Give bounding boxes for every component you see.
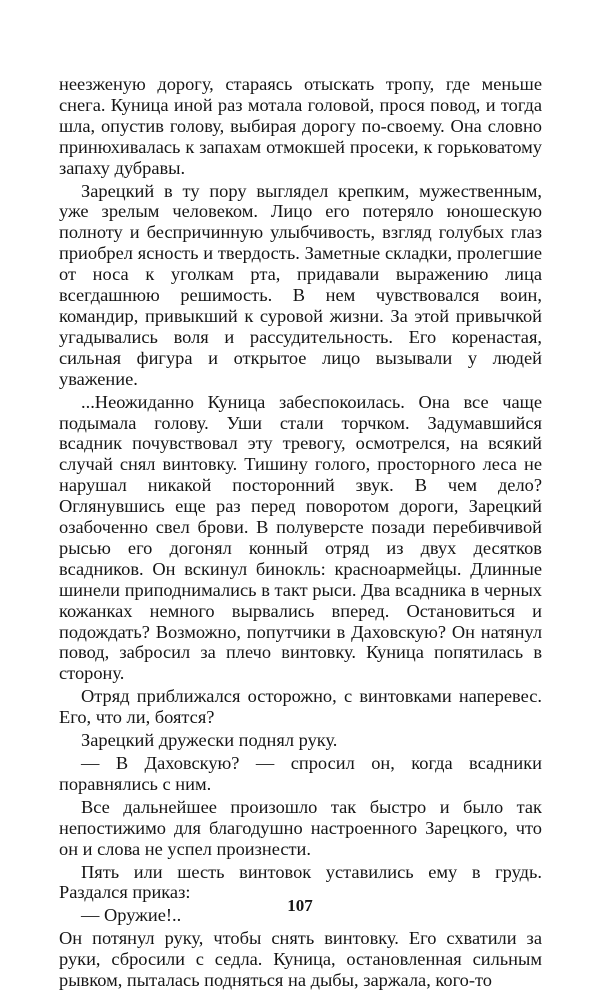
paragraph-4: Отряд приближался осторожно, с винтовками наперевес. Его, что ли, боятся? xyxy=(59,686,542,728)
paragraph-6: — В Даховскую? — спросил он, когда всадники поравнялись с ним. xyxy=(59,753,542,794)
paragraph-10: Он потянул руку, чтобы снять винтовку. Его схватили за руки, сбросили с седла. Куница, остановленная сильным рывком, пыталась подняться на дыбы, заржала, кого-то xyxy=(59,928,542,991)
paragraph-1: неезженую дорогу, стараясь отыскать тропу, где меньше снега. Куница иной раз мотала головой, прося повод, и тогда шла, опустив голову, выбирая дорогу по-своему. Она словно принюхивалась к запахам отмокшей просеки, к горьковатому запаху дубравы. xyxy=(59,74,542,178)
paragraph-8: Пять или шесть винтовок уставились ему в грудь. Раздался приказ: xyxy=(59,861,542,903)
paragraph-9: — Оружие!.. xyxy=(81,905,182,926)
paragraph-5: Зарецкий дружески поднял руку. xyxy=(81,730,338,751)
page-number: 107 xyxy=(287,896,313,915)
paragraph-2: Зарецкий в ту пору выглядел крепким, мужественным, уже зрелым человеком. Лицо его потеряло юношескую полноту и беспричинную улыбчивость, взгляд голубых глаз приобрел ясность и твердость. Заметные складки, пролегшие от носа к уголкам рта, придавали выражению лица всегдашнюю решимость. В нем чувствовался воин, командир, привыкший к суровой жизни. За этой привычкой угадывались воля и рассудительность. Его коренастая, сильная фигура и открытое лицо вызывали у людей уважение. xyxy=(59,180,542,389)
body-text xyxy=(59,74,542,993)
paragraph-7: Все дальнейшее произошло так быстро и было так непостижимо для благодушно настроенного Зарецкого, что он и слова не успел произнести. xyxy=(59,796,542,859)
paragraph-3: ...Неожиданно Куница забеспокоилась. Она все чаще подымала голову. Уши стали торчком. Задумавшийся всадник почувствовал эту тревогу, осмотрелся, на всякий случай снял винтовку. Тишину голого, просторного леса не нарушал никакой посторонний звук. В чем дело? Оглянувшись еще раз перед поворотом дороги, Зарецкий озабоченно свел брови. В полуверсте позади перебивчивой рысью его догонял конный отряд из двух десятков всадников. Он вскинул бинокль: красноармейцы. Длинные шинели приподнимались в такт рыси. Два всадника в черных кожанках немного вырвались вперед. Остановиться и подождать? Возможно, попутчики в Даховскую? Он натянул повод, забросил за плечо винтовку. Куница попятилась в сторону. xyxy=(59,391,542,684)
